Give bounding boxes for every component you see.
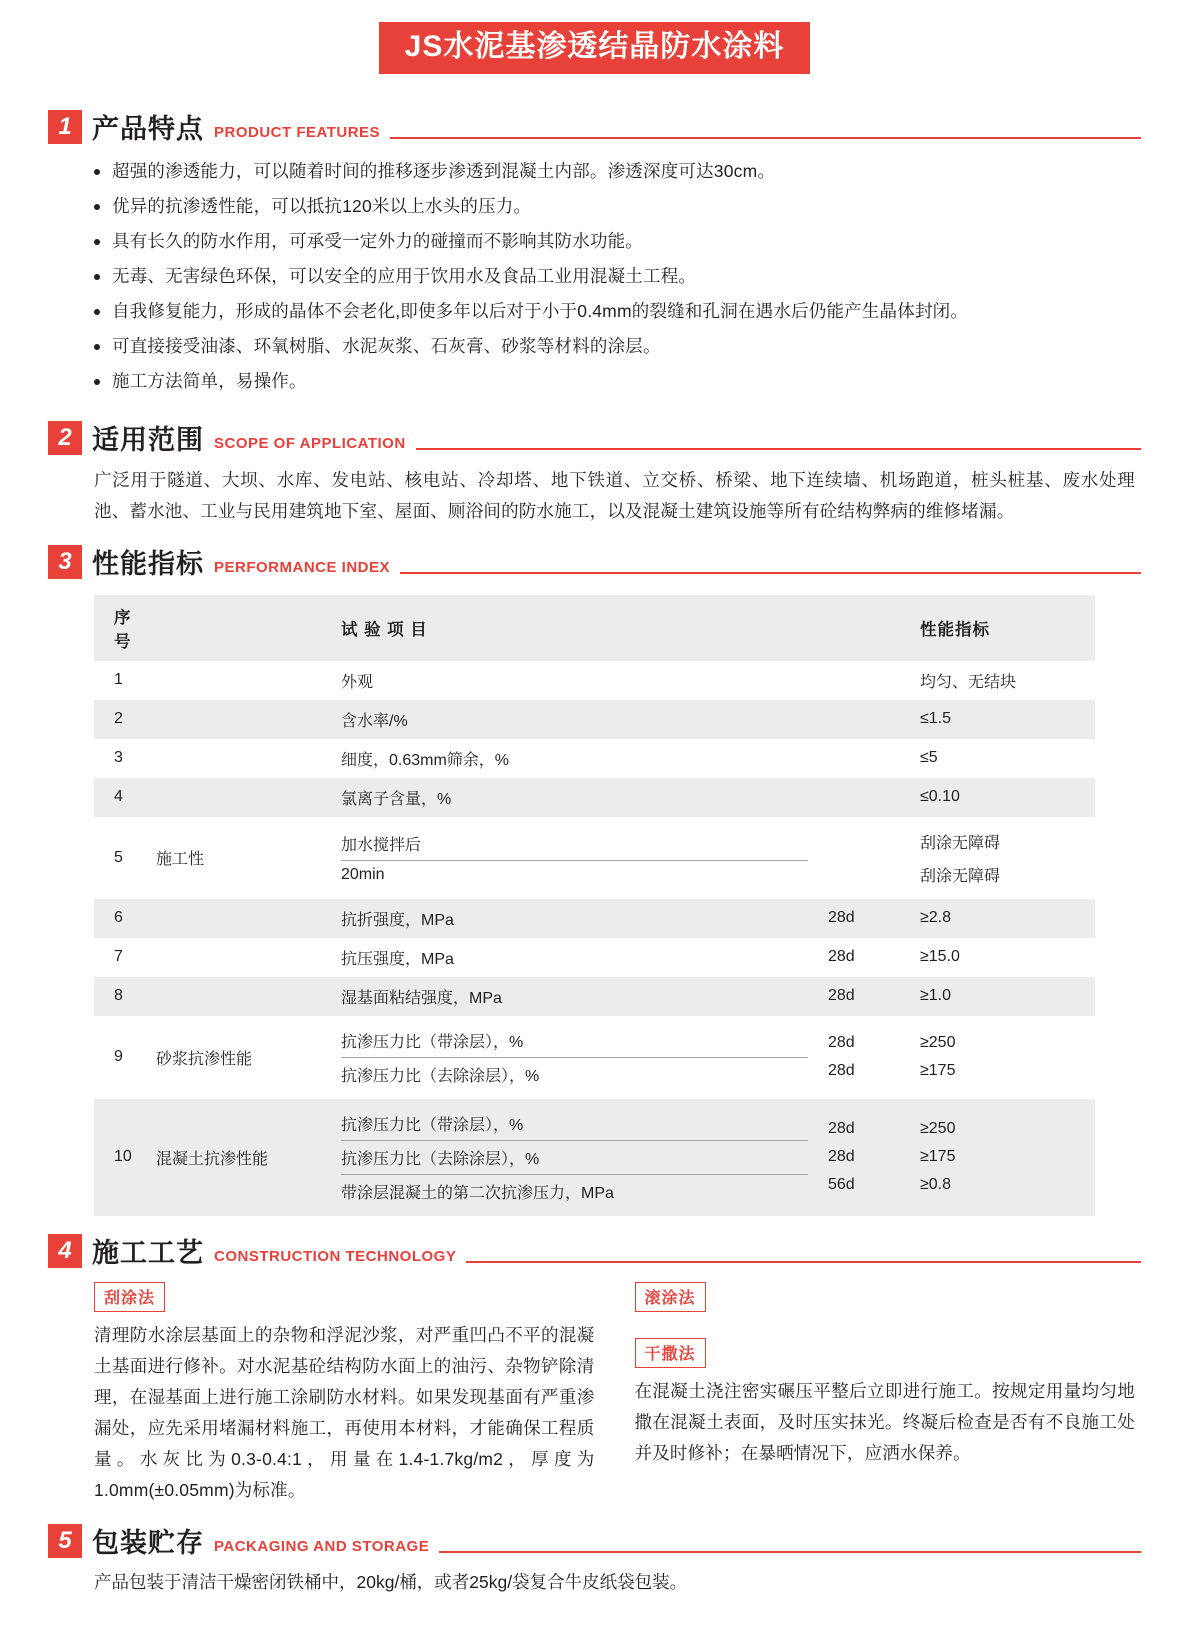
cell-item-group <box>331 1099 818 1216</box>
section-title-cn: 产品特点 <box>92 113 204 144</box>
cell-category: 砂浆抗渗性能 <box>146 1016 331 1099</box>
cell-no: 4 <box>94 778 146 817</box>
method-tag-scrape: 刮涂法 <box>94 1282 165 1312</box>
list-item: 无毒、无害绿色环保，可以安全的应用于饮用水及食品工业用混凝土工程。 <box>94 263 1141 298</box>
list-item: 施工方法简单，易操作。 <box>94 368 1141 403</box>
section-title-en: PACKAGING AND STORAGE <box>214 1538 430 1556</box>
cell-value: ≥175 <box>920 1062 956 1080</box>
list-item: 具有长久的防水作用，可承受一定外力的碰撞而不影响其防水功能。 <box>94 228 1141 263</box>
cell-age-group <box>818 817 910 899</box>
table-row <box>94 700 1095 739</box>
cell-category <box>146 778 331 817</box>
table-header-row <box>94 595 1095 661</box>
section-rule <box>390 137 1141 139</box>
section-title-cn: 性能指标 <box>92 548 204 579</box>
cell-age <box>818 739 910 778</box>
cell-age: 28d <box>818 899 910 938</box>
section-title-en: SCOPE OF APPLICATION <box>214 435 406 453</box>
cell-no: 10 <box>94 1099 146 1216</box>
scope-paragraph: 广泛用于隧道、大坝、水库、发电站、核电站、冷却塔、地下铁道、立交桥、桥梁、地下连续墙、机场跑道，桩头桩基、废水处理池、蓄水池、工业与民用建筑地下室、屋面、厕浴间的防水施工，以及混凝土建筑设施等所有砼结构弊病的维修堵漏。 <box>94 470 1135 521</box>
table-row <box>94 938 1095 977</box>
cell-item: 氯离子含量，% <box>331 778 818 817</box>
cell-value-group <box>910 1016 1095 1099</box>
cell-item-group <box>331 817 818 899</box>
performance-index-table <box>94 595 1095 1216</box>
section-title-cn: 施工工艺 <box>92 1237 204 1268</box>
cell-age <box>818 661 910 700</box>
cell-category: 施工性 <box>146 817 331 899</box>
column-header-age <box>818 595 910 661</box>
cell-value-group <box>910 817 1095 899</box>
section-heading-performance-index <box>48 545 1141 579</box>
section-number: 4 <box>48 1234 82 1268</box>
cell-item: 20min <box>341 865 385 883</box>
cell-item: 抗渗压力比（带涂层），% <box>341 1107 808 1141</box>
cell-item: 湿基面粘结强度，MPa <box>331 977 818 1016</box>
method-text-dry-spread: 在混凝土浇注密实碾压平整后立即进行施工。按规定用量均匀地撒在混凝土表面，及时压实抹光。终凝后检查是否有不良施工处并及时修补；在暴晒情况下，应洒水保养。 <box>634 1380 1135 1463</box>
cell-age: 56d <box>828 1176 855 1194</box>
column-header-item: 试 验 项 目 <box>331 595 818 661</box>
list-item: 超强的渗透能力，可以随着时间的推移逐步渗透到混凝土内部。渗透深度可达30cm。 <box>94 158 1141 193</box>
section-number: 1 <box>48 110 82 144</box>
cell-age <box>818 778 910 817</box>
section-number: 3 <box>48 545 82 579</box>
cell-age: 28d <box>818 938 910 977</box>
cell-item: 带涂层混凝土的第二次抗渗压力，MPa <box>341 1184 614 1202</box>
cell-value: ≥0.8 <box>920 1176 952 1194</box>
cell-age: 28d <box>828 1062 855 1080</box>
table-row <box>94 661 1095 700</box>
section-heading-product-features <box>48 110 1141 144</box>
spacer <box>635 1320 1136 1338</box>
cell-category <box>146 938 331 977</box>
cell-category <box>146 977 331 1016</box>
table-row <box>94 778 1095 817</box>
section-title-en: CONSTRUCTION TECHNOLOGY <box>214 1247 457 1265</box>
list-item: 自我修复能力，形成的晶体不会老化,即使多年以后对于小于0.4mm的裂缝和孔洞在遇水后仍能产生晶体封闭。 <box>94 298 1141 333</box>
cell-age: 28d <box>828 1034 855 1052</box>
cell-no: 2 <box>94 700 146 739</box>
cell-no: 5 <box>94 817 146 899</box>
cell-age <box>828 858 900 868</box>
cell-age: 28d <box>828 1148 855 1166</box>
cell-value: 均匀、无结块 <box>910 661 1095 700</box>
cell-no: 6 <box>94 899 146 938</box>
section-title-en: PRODUCT FEATURES <box>214 123 381 141</box>
section-rule <box>400 572 1141 574</box>
cell-no: 7 <box>94 938 146 977</box>
cell-no: 9 <box>94 1016 146 1099</box>
section-number: 2 <box>48 421 82 455</box>
column-header-no: 序号 <box>94 595 146 661</box>
section-heading-scope-of-application <box>48 421 1141 455</box>
section-heading-construction-technology <box>48 1234 1141 1268</box>
list-item: 优异的抗渗透性能，可以抵抗120米以上水头的压力。 <box>94 193 1141 228</box>
cell-value-group <box>910 1099 1095 1216</box>
cell-item: 抗渗压力比（带涂层），% <box>341 1024 808 1058</box>
cell-category <box>146 700 331 739</box>
cell-value: ≥1.0 <box>910 977 1095 1016</box>
section-number: 5 <box>48 1524 82 1558</box>
cell-item: 加水搅拌后 <box>341 827 808 861</box>
page-title: JS水泥基渗透结晶防水涂料 <box>379 22 811 74</box>
product-features-list <box>48 158 1141 404</box>
cell-item: 抗渗压力比（去除涂层），% <box>341 1067 540 1085</box>
cell-age: 28d <box>828 1120 855 1138</box>
cell-no: 8 <box>94 977 146 1016</box>
cell-category: 混凝土抗渗性能 <box>146 1099 331 1216</box>
column-header-value: 性能指标 <box>910 595 1095 661</box>
cell-age <box>828 848 900 858</box>
construction-technology-columns <box>48 1282 1141 1507</box>
table-row <box>94 739 1095 778</box>
section-rule <box>466 1261 1141 1263</box>
cell-value: ≥250 <box>920 1120 956 1138</box>
column-header-category <box>146 595 331 661</box>
section-title-en: PERFORMANCE INDEX <box>214 558 391 576</box>
table-row <box>94 1099 1095 1216</box>
cell-no: 1 <box>94 661 146 700</box>
cell-item: 抗折强度，MPa <box>331 899 818 938</box>
cell-category <box>146 661 331 700</box>
table-row <box>94 817 1095 899</box>
cell-age <box>818 700 910 739</box>
section-heading-packaging-and-storage <box>48 1524 1141 1558</box>
table-row <box>94 1016 1095 1099</box>
cell-value: ≥2.8 <box>910 899 1095 938</box>
section-rule <box>439 1551 1141 1553</box>
construction-method-right-column <box>635 1282 1136 1507</box>
method-tag-dry-spread: 干撒法 <box>635 1338 706 1368</box>
cell-value: ≥250 <box>920 1034 956 1052</box>
method-tag-roll: 滚涂法 <box>635 1282 706 1312</box>
section-title-cn: 适用范围 <box>92 425 204 456</box>
cell-value: ≤0.10 <box>910 778 1095 817</box>
cell-value: ≤5 <box>910 739 1095 778</box>
section-title-cn: 包装贮存 <box>92 1528 204 1559</box>
cell-age-group <box>818 1016 910 1099</box>
construction-method-scrape <box>94 1282 595 1507</box>
cell-value: 刮涂无障碍 <box>920 867 1001 885</box>
document-title-wrap <box>48 0 1141 92</box>
packaging-paragraph: 产品包装于清洁干燥密闭铁桶中，20kg/桶，或者25kg/袋复合牛皮纸袋包装。 <box>94 1572 688 1593</box>
cell-category <box>146 899 331 938</box>
cell-item: 抗渗压力比（去除涂层），% <box>341 1141 808 1175</box>
cell-item: 外观 <box>331 661 818 700</box>
cell-item: 细度，0.63mm筛余，% <box>331 739 818 778</box>
cell-value: ≥175 <box>920 1148 956 1166</box>
cell-item: 抗压强度，MPa <box>331 938 818 977</box>
cell-value: 刮涂无障碍 <box>920 834 1001 852</box>
cell-value: ≥15.0 <box>910 938 1095 977</box>
cell-age-group <box>818 1099 910 1216</box>
cell-no: 3 <box>94 739 146 778</box>
method-text-scrape: 清理防水涂层基面上的杂物和浮泥沙浆，对严重凹凸不平的混凝土基面进行修补。对水泥基砼结构防水面上的油污、杂物铲除清理，在湿基面上进行施工涂刷防水材料。如果发现基面有严重渗漏处，应先采用堵漏材料施工，再使用本材料，才能确保工程质量。水灰比为0.3-0.4:1，用量在1.4-1.7kg/m2，厚度为1.0mm(±0.05mm)为标准。 <box>94 1324 595 1501</box>
table-row <box>94 899 1095 938</box>
cell-item-group <box>331 1016 818 1099</box>
cell-age: 28d <box>818 977 910 1016</box>
cell-category <box>146 739 331 778</box>
list-item: 可直接接受油漆、环氧树脂、水泥灰浆、石灰膏、砂浆等材料的涂层。 <box>94 333 1141 368</box>
cell-item: 含水率/% <box>331 700 818 739</box>
section-rule <box>416 448 1141 450</box>
table-row <box>94 977 1095 1016</box>
cell-value: ≤1.5 <box>910 700 1095 739</box>
